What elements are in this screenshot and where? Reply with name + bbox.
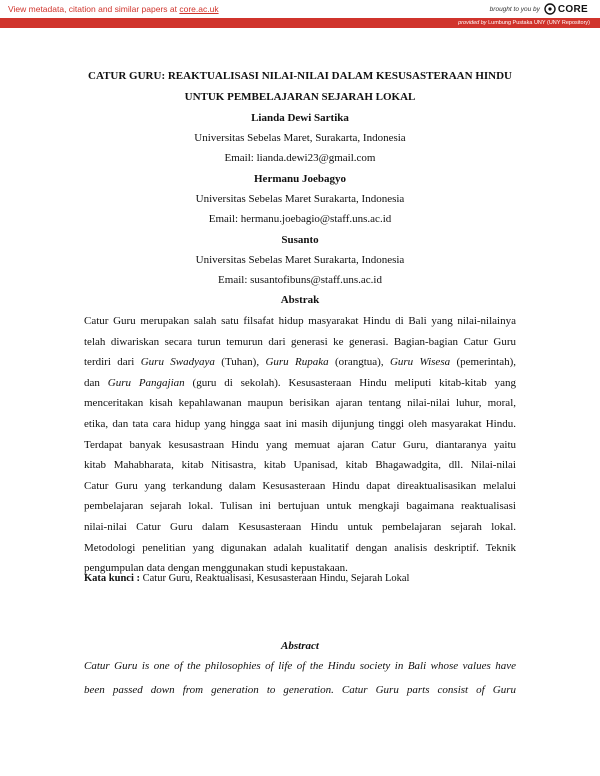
provided-by[interactable] [458, 18, 590, 28]
paper-title-line-2: UNTUK PEMBELAJARAN SEJARAH LOKAL [184, 91, 416, 103]
abstrak-body [84, 311, 516, 579]
provider-name: Lumbung Pustaka UNY (UNY Repository) [488, 20, 590, 26]
paper-title-line-1: CATUR GURU: REAKTUALISASI NILAI-NILAI DALAM KESUSASTERAAN HINDU [88, 70, 512, 82]
author-name: Lianda Dewi Sartika [251, 112, 349, 124]
text-line: kitab Mahabharata, kitab Nitisastra, kitab Upanisad, kitab Bhagawadgita, dll. Nilai-nilai [84, 459, 516, 472]
metadata-link[interactable] [8, 4, 219, 14]
author-email: Email: susantofibuns@staff.uns.ac.id [218, 274, 382, 286]
author-name: Hermanu Joebagyo [254, 173, 346, 185]
keywords-label: Kata kunci : [84, 573, 141, 584]
text-line: terdiri dari Guru Swadyaya (Tuhan), Guru Rupaka (orangtua), Guru Wisesa (pemerintah), [84, 356, 517, 369]
abstract-body [84, 654, 516, 702]
text-line: etika, dan tata cara hidup yang hingga saat ini masih dijunjung tinggi oleh masyarakat Hindu. [84, 417, 516, 430]
provider-bar [0, 18, 600, 28]
text-line: Catur Guru is one of the philosophies of life of the Hindu society in Bali whose values have [84, 660, 516, 672]
text-line: pengumpulan data dengan menggunakan studi kepustakaan. [84, 562, 348, 575]
abstrak-heading: Abstrak [280, 294, 320, 306]
author-affiliation: Universitas Sebelas Maret Surakarta, Indonesia [195, 254, 405, 266]
keywords [84, 573, 409, 584]
author-affiliation: Universitas Sebelas Maret Surakarta, Indonesia [195, 193, 405, 205]
core-banner [0, 0, 600, 29]
metadata-link-text: View metadata, citation and similar papers at [8, 4, 180, 14]
keywords-text: Catur Guru, Reaktualisasi, Kesusasteraan Hindu, Sejarah Lokal [142, 573, 410, 584]
author-email: Email: hermanu.joebagio@staff.uns.ac.id [208, 213, 392, 225]
author-email: Email: lianda.dewi23@gmail.com [224, 152, 376, 164]
brought-to-you-by[interactable] [490, 1, 588, 17]
core-site-link[interactable]: core.ac.uk [179, 4, 219, 14]
author-name: Susanto [281, 234, 319, 246]
brought-label: brought to you by [489, 5, 540, 13]
text-line: dan Guru Pangajian (guru di sekolah). Kesusasteraan Hindu meliputi kitab-kitab yang [84, 376, 517, 389]
text-line: Catur Guru merupakan salah satu filsafat hidup masyarakat Hindu di Bali yang nilai-nilainya [84, 315, 516, 327]
text-line: menceritakan kisah kepahlawanan maupun berisikan ajaran tentang nilai-nilai luhur, moral, [84, 397, 516, 410]
core-logo-text: CORE [557, 3, 588, 15]
text-line: been passed down from generation to generation. Catur Guru parts consist of Guru [84, 684, 516, 696]
text-line: pembelajaran sejarah lokal. Tulisan ini bertujuan untuk mengkaji bagaimana reaktualisasi [84, 500, 516, 513]
text-line: nilai-nilai Catur Guru dalam Kesusasteraan Hindu untuk pembelajaran sejarah lokal. [84, 520, 516, 533]
core-logo-icon [544, 3, 556, 15]
author-affiliation: Universitas Sebelas Maret, Surakarta, Indonesia [194, 132, 406, 144]
abstract-heading: Abstract [281, 640, 319, 652]
text-line: Catur Guru yang terkandung dalam Kesusasteraan Hindu dapat direaktualisasikan melalui [84, 479, 516, 492]
core-logo [544, 3, 588, 15]
text-line: Terdapat banyak kesusastraan Hindu yang memuat ajaran Catur Guru, diantaranya yaitu [84, 438, 516, 451]
text-line: telah diwariskan secara turun temurun dari generasi ke generasi. Bagian-bagian Catur Guru [84, 335, 516, 348]
provided-prefix: provided by [458, 20, 487, 26]
text-line: Metodologi penelitian yang digunakan adalah kualitatif dengan analisis deskriptif. Teknik [84, 541, 516, 554]
